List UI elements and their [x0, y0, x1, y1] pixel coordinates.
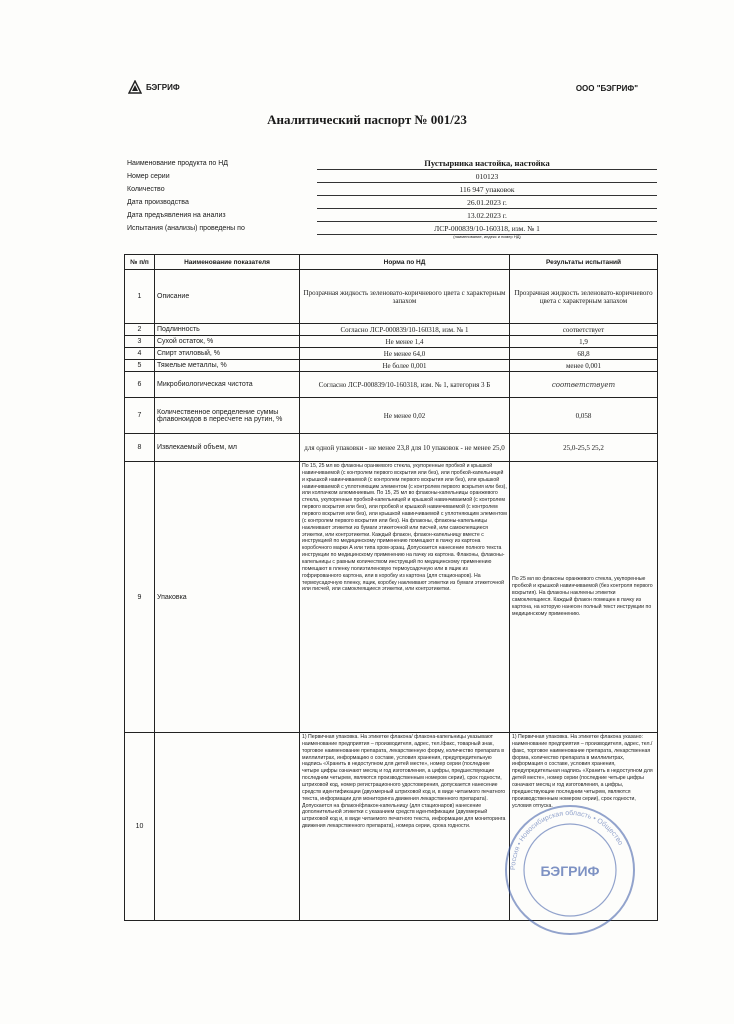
field-row [127, 170, 657, 183]
stamp-text: БЭГРИФ [540, 863, 600, 879]
norm-value: Не менее 0,02 [300, 398, 510, 434]
norm-value: Не менее 64,0 [300, 348, 510, 360]
row-number: 3 [125, 336, 155, 348]
field-row [127, 183, 657, 196]
table-row [125, 462, 658, 733]
parameter-name: Сухой остаток, % [155, 336, 300, 348]
parameter-name: Спирт этиловый, % [155, 348, 300, 360]
field-value: Пустырника настойка, настойка [317, 157, 657, 170]
parameter-name: Извлекаемый объем, мл [155, 434, 300, 462]
table-row [125, 270, 658, 324]
stamp-ring-text: Россия • Новосибирская область • Общество [509, 809, 624, 871]
row-number: 1 [125, 270, 155, 324]
norm-value: По 15, 25 мл во флаконы оранжевого стекла, укупоренные пробкой и крышкой навинчиваемой (с контролем первого вскрытия или без), или пробкой-капельницей и крышкой навинчиваемой (с контролем первого вскрытия или без), или крышкой навинчиваемой с уплотняющим элементом (с контролем первого вскрытия или без), или колпачком алюминиевым. По 15, 25 мл во флаконы-капельницы оранжевого стекла, укупоренные пробкой-капельницей и крышкой навинчиваемой (с контролем первого вскрытия или без), или пробкой и крышкой навинчиваемой (с контролем первого вскрытия или без), или крышкой навинчиваемой с уплотняющим элементом (с контролем первого вскрытия или без). На флаконы, флаконы-капельницы наклеивают этикетки из бумаги этикеточной или писчей, или самоклеящиеся этикетки, или контрэтикетки. Каждый флакон, флакон-капельницу вместе с инструкцией по медицинскому применению помещают в пачку из картона коробочного марки А или типа хром-эрзац. Допускается нанесение полного текста инструкции по медицинскому применению на пачку из картона. Флаконы, флаконы-капельницы с равным количеством инструкций по медицинскому применению помещают в пленку полиэтиленовую термоусадочную или в ящик из гофрированного картона, или в коробку из картона (для стационаров). На термоусадочную пленку, ящик, коробку наклеивают этикетки из бумаги этикеточной или писчей, или самоклеящиеся этикетки, или контрэтикетки. [300, 462, 510, 733]
norm-value: Прозрачная жидкость зеленовато-коричневого цвета с характерным запахом [300, 270, 510, 324]
field-label: Количество [127, 186, 165, 193]
row-number: 7 [125, 398, 155, 434]
document-title: Аналитический паспорт № 001/23 [267, 112, 467, 127]
logo-text: БЭГРИФ [146, 82, 180, 92]
result-value: менее 0,001 [510, 360, 658, 372]
parameter-name: Микробиологическая чистота [155, 372, 300, 398]
table-row [125, 336, 658, 348]
field-row [127, 196, 657, 209]
parameter-name: Описание [155, 270, 300, 324]
column-header: Наименование показателя [155, 255, 300, 270]
table-header-row [125, 255, 658, 270]
norm-value: Не менее 1,4 [300, 336, 510, 348]
field-label: Номер серии [127, 173, 170, 180]
table-row [125, 348, 658, 360]
parameter-name: Подлинность [155, 324, 300, 336]
company-stamp [500, 800, 640, 940]
company-logo [128, 80, 180, 94]
result-value: Прозрачная жидкость зеленовато-коричневого цвета с характерным запахом [510, 270, 658, 324]
row-number: 2 [125, 324, 155, 336]
result-value: соответствует [510, 324, 658, 336]
field-value: ЛСР-000839/10-160318, изм. № 1 [317, 222, 657, 235]
row-number: 6 [125, 372, 155, 398]
parameter-name: Тяжелые металлы, % [155, 360, 300, 372]
table-row [125, 324, 658, 336]
result-value: 1) Первичная упаковка. На этикетке флакона указано: наименование предприятия – производителя, адрес, тел./факс, торговое наименование препарата, лекарственная форма, количество препарата в миллилитрах, информация о составе, условия хранения, предупредительная надпись «Хранить в недоступном для детей месте», номер серии (последние четыре цифры означают месяц и год изготовления, а цифры, предшествующие последним четырем, являются производственным номером серии), срок годности, условия отпуска. [510, 733, 658, 921]
row-number: 9 [125, 462, 155, 733]
norm-value: Согласно ЛСР-000839/10-160318, изм. № 1 [300, 324, 510, 336]
field-value: 010123 [317, 170, 657, 183]
result-value: 25,0-25,5 25,2 [510, 434, 658, 462]
table-row [125, 398, 658, 434]
product-info-block [127, 157, 657, 235]
norm-value: Не более 0,001 [300, 360, 510, 372]
field-label: Испытания (анализы) проведены по [127, 225, 245, 232]
norm-value: 1) Первичная упаковка. На этикетке флакона/ флакона-капельницы указывают наименование предприятия – производителя, адрес, тел./факс, товарный знак, торговое наименование препарата, лекарственную форму, количество препарата в миллилитрах, информацию о составе, условия хранения, предупредительную надпись «Хранить в недоступном для детей месте», номер серии (последние четыре цифры означают месяц и год изготовления, а цифры, предшествующие последним четырем, являются производственным номером серии), срок годности, штриховой код, номер регистрационного удостоверения, допускается нанесение средств идентификации (двухмерный штриховой код и, в виде читаемого печатного текста, информации для мониторинга движения лекарственного препарата). Допускается на флакон/флакон-капельницу (для стационаров) нанесение дополнительной этикетки с указанием средств идентификации (двухмерный штриховой код и, в виде читаемого печатного текста, информации для мониторинга движения лекарственного препарата), номера серии, срока годности. [300, 733, 510, 921]
triangle-logo-icon [128, 80, 142, 94]
norm-value: Согласно ЛСР-000839/10-160318, изм. № 1, категория 3 Б [300, 372, 510, 398]
norm-value: для одной упаковки - не менее 23,8 для 10 упаковок - не менее 25,0 [300, 434, 510, 462]
row-number: 4 [125, 348, 155, 360]
result-value: 68,8 [510, 348, 658, 360]
handwritten-result: соответствует [510, 372, 658, 398]
column-header: Норма по НД [300, 255, 510, 270]
parameter-name: Упаковка [155, 462, 300, 733]
result-value: 0,058 [510, 398, 658, 434]
result-value: По 25 мл во флаконы оранжевого стекла, укупоренные пробкой и крышкой навинчиваемой (без контроля первого вскрытия). На флаконы наклеены этикетки самоклеящиеся. Каждый флакон помещен в пачку из картона, на которую нанесен полный текст инструкции по медицинскому применению. [510, 462, 658, 733]
result-value: 1,9 [510, 336, 658, 348]
table-row [125, 360, 658, 372]
row-number: 8 [125, 434, 155, 462]
organization-name: ООО "БЭГРИФ" [575, 84, 638, 93]
field-value: 13.02.2023 г. [317, 209, 657, 222]
field-row [127, 157, 657, 170]
parameter-name [155, 733, 300, 921]
table-row [125, 372, 658, 398]
field-row [127, 209, 657, 222]
field-value: 116 947 упаковок [317, 183, 657, 196]
field-value: 26.01.2023 г. [317, 196, 657, 209]
column-header: Результаты испытаний [510, 255, 658, 270]
field-note: (наименование, индекс и номер НД) [453, 234, 521, 239]
field-label: Дата производства [127, 199, 189, 206]
table-row [125, 434, 658, 462]
parameter-name: Количественное определение суммы флавоноидов в пересчете на рутин, % [155, 398, 300, 434]
row-number: 5 [125, 360, 155, 372]
field-label: Дата предъявления на анализ [127, 212, 226, 219]
row-number: 10 [125, 733, 155, 921]
column-header: № п/п [125, 255, 155, 270]
field-label: Наименование продукта по НД [127, 160, 229, 167]
